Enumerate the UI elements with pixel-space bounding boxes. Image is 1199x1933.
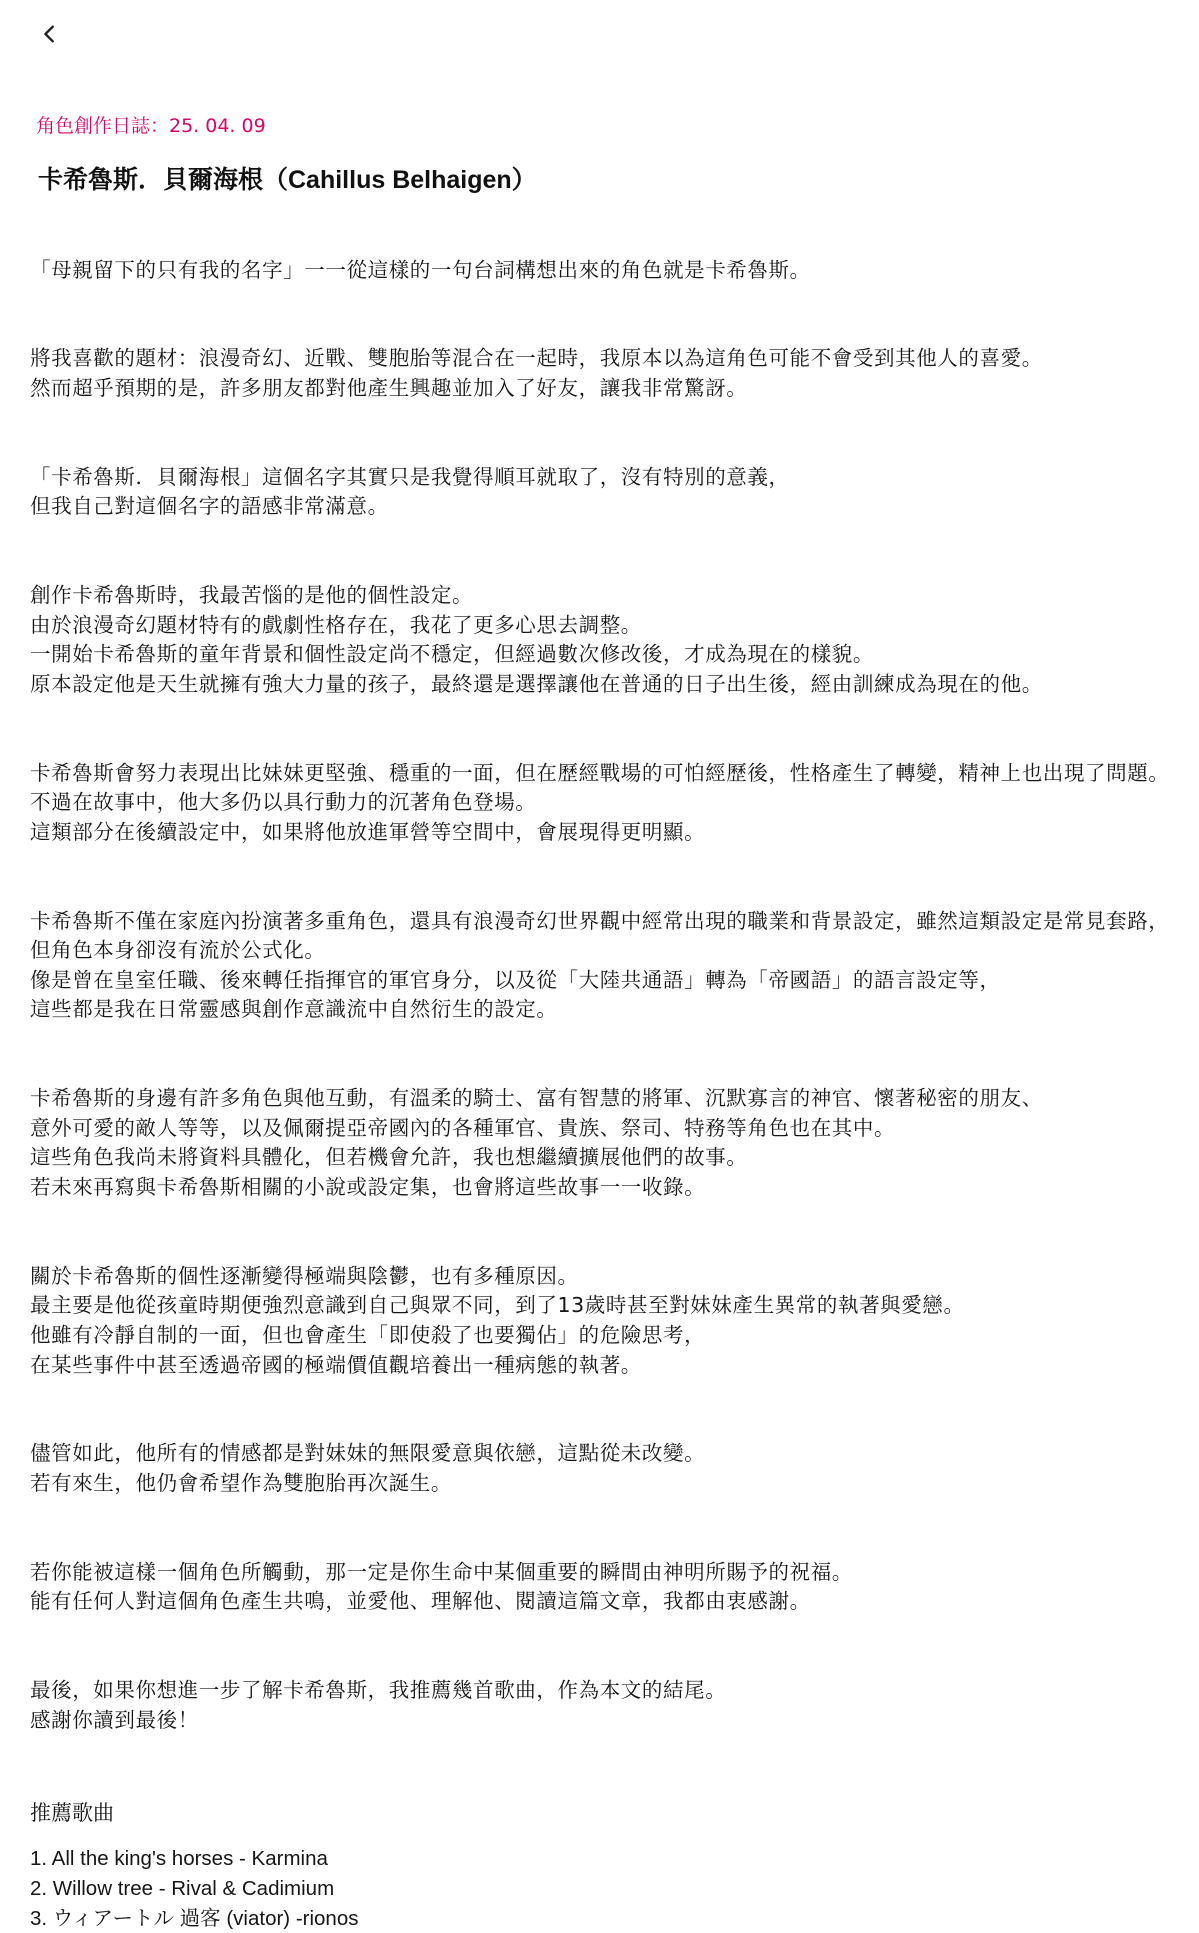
song-item: 3. ウィアートル 過客 (viator) -rionos: [30, 1906, 359, 1930]
article-title: 卡希魯斯．貝爾海根（Cahillus Belhaigen）: [38, 166, 537, 194]
log-date: 角色創作日誌：25. 04. 09: [36, 115, 266, 137]
song-list: [30, 1844, 1170, 1933]
paragraph-6: 卡希魯斯不僅在家庭內扮演著多重角色，還具有浪漫奇幻世界觀中經常出現的職業和背景設定，雖然這類設定是常見套路，但角色本身卻沒有流於公式化。 像是曾在皇室任職、後來轉任指揮官的軍官身分，以及從「大陸共通語」轉為「帝國語」的語言設定等， 這些都是我在日常靈感與創作意識流中自然衍生的設定。: [30, 908, 1170, 1022]
paragraph-7: 卡希魯斯的身邊有許多角色與他互動，有溫柔的騎士、富有智慧的將軍、沉默寡言的神官、懷著秘密的朋友、 意外可愛的敵人等等，以及佩爾提亞帝國內的各種軍官、貴族、祭司、特務等角色也在其中。 這些角色我尚未將資料具體化，但若機會允許，我也想繼續擴展他們的故事。 若未來再寫與卡希魯斯相關的小說或設定集，也會將這些故事一一收錄。: [30, 1086, 1043, 1199]
paragraph-8: 關於卡希魯斯的個性逐漸變得極端與陰鬱，也有多種原因。 最主要是他從孩童時期便強烈意識到自己與眾不同，到了13歲時甚至對妹妹產生異常的執著與愛戀。 他雖有冷靜自制的一面，但也會產生「即使殺了也要獨佔」的危險思考， 在某些事件中甚至透過帝國的極端價值觀培養出一種病態的執著。: [30, 1263, 965, 1377]
back-button[interactable]: [32, 18, 68, 54]
songs-heading: 推薦歌曲: [30, 1801, 114, 1826]
paragraph-5: 卡希魯斯會努力表現出比妹妹更堅強、穩重的一面，但在歷經戰場的可怕經歷後，性格產生了轉變，精神上也出現了問題。 不過在故事中，他大多仍以具行動力的沉著角色登場。 這類部分在後續設定中，如果將他放進軍營等空間中，會展現得更明顯。: [30, 760, 1170, 844]
article-body: [30, 226, 1170, 1794]
paragraph-10: 若你能被這樣一個角色所觸動，那一定是你生命中某個重要的瞬間由神明所賜予的祝福。 能有任何人對這個角色產生共鳴，並愛他、理解他、閱讀這篇文章，我都由衷感謝。: [30, 1559, 853, 1614]
paragraph-2: 將我喜歡的題材：浪漫奇幻、近戰、雙胞胎等混合在一起時，我原本以為這角色可能不會受到其他人的喜愛。 然而超乎預期的是，許多朋友都對他產生興趣並加入了好友，讓我非常驚訝。: [30, 346, 1043, 400]
article-container: [30, 112, 1170, 1933]
song-item: 2. Willow tree - Rival & Cadimium: [30, 1877, 335, 1901]
paragraph-9: 儘管如此，他所有的情感都是對妹妹的無限愛意與依戀，這點從未改變。 若有來生，他仍會希望作為雙胞胎再次誕生。: [30, 1441, 706, 1495]
chevron-left-icon: [39, 23, 61, 49]
paragraph-4: 創作卡希魯斯時，我最苦惱的是他的個性設定。 由於浪漫奇幻題材特有的戲劇性格存在，我花了更多心思去調整。 一開始卡希魯斯的童年背景和個性設定尚不穩定，但經過數次修改後，才成為現在的樣貌。 原本設定他是天生就擁有強大力量的孩子，最終還是選擇讓他在普通的日子出生後，經由訓練成為現在的他。: [30, 583, 1043, 696]
paragraph-11: 最後，如果你想進一步了解卡希魯斯，我推薦幾首歌曲，作為本文的結尾。 感謝你讀到最後！: [30, 1678, 727, 1732]
paragraph-3: 「卡希魯斯．貝爾海根」這個名字其實只是我覺得順耳就取了，沒有特別的意義， 但我自己對這個名字的語感非常滿意。: [30, 464, 790, 519]
song-item: 1. All the king's horses - Karmina: [30, 1847, 328, 1871]
paragraph-1: 「母親留下的只有我的名字」一一從這樣的一句台詞構想出來的角色就是卡希魯斯。: [30, 257, 811, 282]
